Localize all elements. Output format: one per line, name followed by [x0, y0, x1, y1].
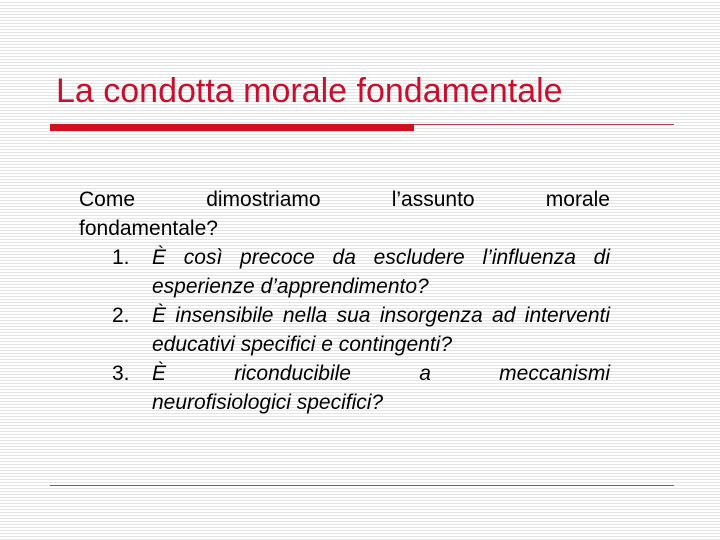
question-text: È così precoce da escludere l’influenza di esperienze d’apprendimento? — [152, 246, 610, 298]
intro-paragraph — [79, 185, 610, 243]
intro-word: morale — [545, 188, 610, 211]
question-text-line1 — [152, 359, 610, 388]
question-text: È insensibile nella sua insorgenza ad interventi educativi specifici e contingenti? — [152, 304, 610, 356]
question-text-line2: neurofisiologici specifici? — [152, 391, 384, 414]
slide-body — [79, 185, 610, 417]
intro-word: Come — [79, 188, 136, 211]
intro-word: l’assunto — [391, 188, 475, 211]
question-number: 1. — [112, 246, 130, 269]
title-underline-thick — [50, 124, 414, 131]
slide-title: La condotta morale fondamentale — [56, 72, 563, 110]
bottom-rule — [50, 485, 674, 486]
intro-word: dimostriamo — [206, 188, 321, 211]
question-item-1 — [79, 243, 610, 301]
question-word: a — [419, 362, 431, 385]
question-list — [79, 243, 610, 417]
intro-first-line — [79, 185, 610, 214]
question-item-3 — [79, 359, 610, 417]
question-word: È — [152, 362, 167, 385]
title-underline-thin — [414, 124, 674, 125]
intro-second-line: fondamentale? — [79, 217, 218, 240]
question-number: 3. — [112, 362, 130, 385]
question-number: 2. — [112, 304, 130, 327]
question-word: meccanismi — [499, 362, 610, 385]
question-item-2 — [79, 301, 610, 359]
question-word: riconducibile — [234, 362, 351, 385]
